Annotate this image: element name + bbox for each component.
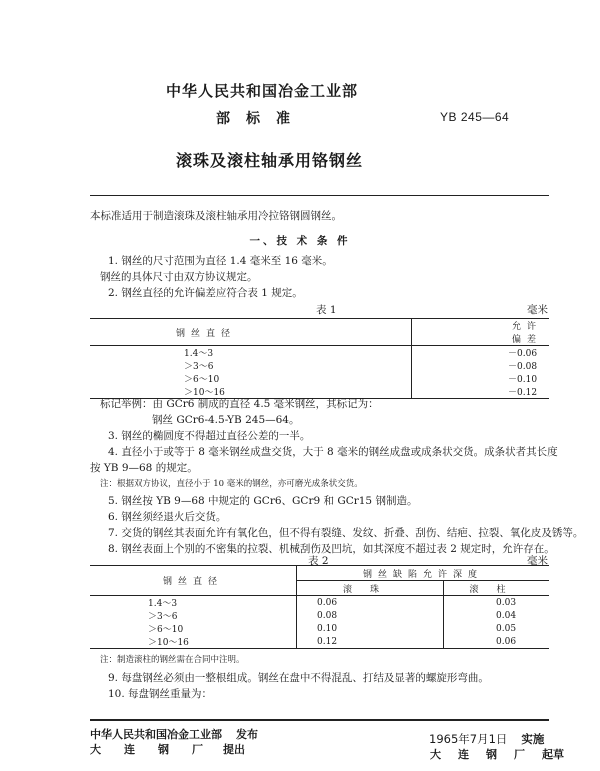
table2-cell: ＞3～6 <box>90 609 297 622</box>
table1-cell: －0.12 <box>508 388 538 398</box>
table-row <box>90 372 549 385</box>
standard-number: YB 245—64 <box>440 110 510 124</box>
table2-note: 注：制造滚柱的钢丝需在合同中注明。 <box>100 655 245 665</box>
item-1-detail: 钢丝的具体尺寸由双方协议规定。 <box>100 271 258 283</box>
item-6: 6. 钢丝须经退火后交货。 <box>108 511 227 523</box>
table2-cell: 0.05 <box>496 623 517 634</box>
table2-col-defect-depth: 钢丝缺陷允许深度 <box>297 566 550 581</box>
table-row <box>90 609 549 622</box>
title-divider <box>90 195 549 196</box>
table-row <box>90 622 549 635</box>
ministry-name: 中华人民共和国冶金工业部 <box>166 82 359 100</box>
footer-effective-date: 1965年7月1日 <box>429 732 508 746</box>
item-10: 10. 每盘钢丝重量为： <box>108 688 213 700</box>
item-8: 8. 钢丝表面上个别的不密集的拉裂、机械刮伤及凹坑，如其深度不超过表 2 规定时，允许存在。 <box>108 543 555 555</box>
footer-issuer: 中华人民共和国冶金工业部 <box>90 728 222 741</box>
table1-cell: ＞10～16 <box>90 385 412 399</box>
document-title: 滚珠及滚柱轴承用铬钢丝 <box>176 151 364 170</box>
table2-caption: 表 2 <box>308 555 329 567</box>
table2-cell: 0.12 <box>297 635 444 649</box>
table2-cell: 0.06 <box>496 636 517 647</box>
table2-cell: 0.04 <box>496 610 517 621</box>
item-3: 3. 钢丝的椭圆度不得超过直径公差的一半。 <box>108 430 311 442</box>
table-row <box>90 635 549 649</box>
table2-sub-ball: 滚珠 <box>297 581 444 596</box>
footer-proposer: 大 连 钢 厂 <box>90 743 209 756</box>
table2-cell: 0.06 <box>297 596 444 610</box>
table2-cell: ＞6～10 <box>90 622 297 635</box>
table2-cell: 0.10 <box>297 622 444 635</box>
section-heading-technical: 一、技 术 条 件 <box>249 235 351 247</box>
footer-proposed-by <box>90 741 245 757</box>
item-5: 5. 钢丝按 YB 9—68 中规定的 GCr6、GCr9 和 GCr15 钢制造。 <box>108 495 418 507</box>
footer-effective-label: 实施 <box>521 732 545 746</box>
table1-cell: 1.4～3 <box>90 346 412 360</box>
item-1: 1. 钢丝的尺寸范围为直径 1.4 毫米至 16 毫米。 <box>108 255 333 267</box>
item-4-cont: 按 YB 9—68 的规定。 <box>90 462 198 474</box>
table1-cell: －0.08 <box>508 362 538 372</box>
table1-cell: ＞3～6 <box>90 359 412 372</box>
item-4-note: 注：根据双方协议，直径小于 10 毫米的钢丝，亦可磨光成条状交货。 <box>100 479 363 489</box>
table1-cell: －0.06 <box>508 349 538 359</box>
footer-effective <box>429 731 544 747</box>
department-standard-label: 部标准 <box>216 111 306 127</box>
table2-unit: 毫米 <box>527 555 548 567</box>
marking-example-code: 钢丝 GCr6-4.5-YB 245—64。 <box>152 414 300 426</box>
footer-drafter: 大 连 钢 厂 <box>430 748 528 761</box>
table1-unit: 毫米 <box>527 304 548 316</box>
item-2: 2. 钢丝直径的允许偏差应符合表 1 规定。 <box>108 287 303 299</box>
table2-cell: 1.4～3 <box>90 596 297 610</box>
table-1 <box>90 318 549 399</box>
table1-col-diameter: 钢丝直径 <box>90 319 412 346</box>
table2-cell: 0.03 <box>496 597 517 608</box>
table1-cell: －0.10 <box>508 375 538 385</box>
table1-caption: 表 1 <box>316 304 337 316</box>
table2-sub-roller: 滚柱 <box>444 581 550 596</box>
footer-issued-by <box>90 726 258 742</box>
table1-col-tolerance: 允许偏差 <box>412 319 550 346</box>
table-2 <box>90 565 549 649</box>
footer-proposed-label: 提出 <box>223 743 245 756</box>
item-7: 7. 交货的钢丝其表面允许有氧化色，但不得有裂缝、发纹、折叠、刮伤、结疤、拉裂、氧化皮及锈等。 <box>108 527 584 539</box>
footer-issued-label: 发布 <box>236 728 258 741</box>
table-row <box>90 346 549 360</box>
footer-drafted-by <box>430 746 564 762</box>
table-row <box>90 596 549 610</box>
table1-cell: ＞6～10 <box>90 372 412 385</box>
item-4: 4. 直径小于或等于 8 毫米钢丝成盘交货，大于 8 毫米的钢丝成盘或成条状交货。成条状者其长度 <box>108 446 558 458</box>
marking-example: 标记举例：由 GCr6 制成的直径 4.5 毫米钢丝，其标记为： <box>100 398 379 410</box>
table2-cell: ＞10～16 <box>90 635 297 649</box>
footer-drafted-label: 起草 <box>542 748 564 761</box>
intro-paragraph: 本标准适用于制造滚珠及滚柱轴承用冷拉铬钢圆钢丝。 <box>90 210 342 222</box>
footer-divider <box>90 719 549 721</box>
table-row <box>90 359 549 372</box>
item-9: 9. 每盘钢丝必须由一整根组成。钢丝在盘中不得混乱、打结及显著的螺旋形弯曲。 <box>108 672 489 684</box>
table2-col-diameter: 钢丝直径 <box>90 566 297 596</box>
table2-cell: 0.08 <box>297 609 444 622</box>
